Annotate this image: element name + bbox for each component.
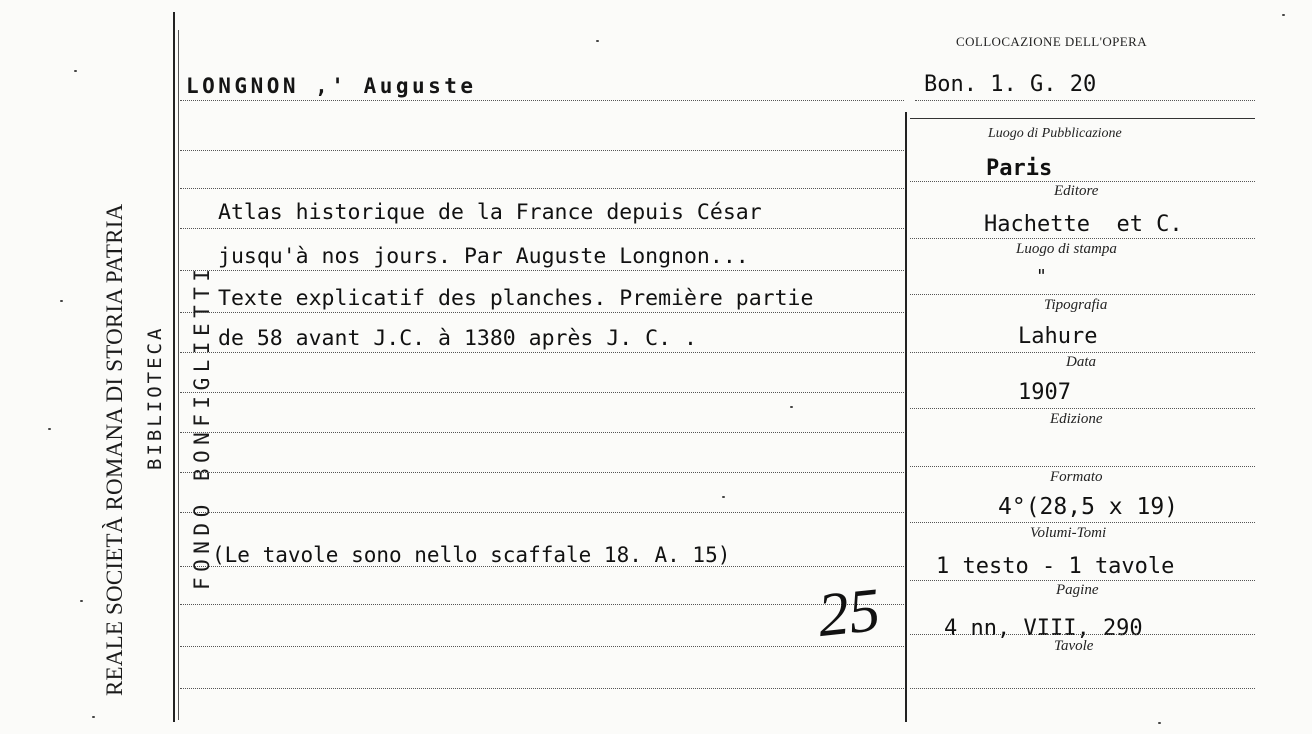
author-underline [180, 100, 904, 101]
field-rule [910, 580, 1255, 581]
field-rule [910, 408, 1255, 409]
author-name: LONGNON ,' Auguste [186, 74, 477, 98]
handwritten-number: 25 [814, 575, 884, 651]
scan-speck [48, 428, 51, 430]
scan-speck [722, 496, 725, 498]
field-rule [910, 238, 1255, 239]
field-label-luogo-pubblicazione: Luogo di Pubblicazione [988, 126, 1122, 141]
title-line-1: Atlas historique de la France depuis César [218, 200, 762, 225]
collocazione-underline [915, 100, 1255, 101]
scan-speck [790, 406, 793, 408]
field-rule [910, 466, 1255, 467]
left-margin-rule-inner [178, 30, 179, 720]
rule-line [180, 352, 904, 353]
rule-line [180, 432, 904, 433]
field-rule [910, 522, 1255, 523]
field-label-data: Data [1066, 354, 1096, 370]
field-label-editore: Editore [1054, 183, 1099, 199]
field-rule [910, 688, 1255, 689]
left-margin-rule [173, 12, 175, 722]
title-line-4: de 58 avant J.C. à 1380 après J. C. . [218, 326, 697, 351]
rule-line [180, 472, 904, 473]
rule-line [180, 512, 904, 513]
field-value-luogo-pubblicazione: Paris [986, 156, 1053, 181]
scan-speck [596, 40, 599, 42]
title-line-3: Texte explicatif des planches. Première partie [218, 286, 814, 311]
field-value-pagine: 4 nn, VIII, 290 [944, 616, 1143, 641]
rule-line [180, 188, 904, 189]
field-value-data: 1907 [1018, 380, 1071, 405]
rule-line [180, 270, 904, 271]
collocazione-label: COLLOCAZIONE DELL'OPERA [956, 34, 1147, 49]
field-rule [910, 294, 1255, 295]
fondo-vertical-label: FONDO BONFIGLIETTI [190, 263, 214, 590]
scan-speck [60, 300, 63, 302]
rule-line [180, 312, 904, 313]
field-rule [910, 634, 1255, 635]
rule-line [180, 688, 904, 689]
title-line-2: jusqu'à nos jours. Par Auguste Longnon... [218, 244, 749, 269]
collocazione-value: Bon. 1. G. 20 [924, 72, 1097, 97]
field-label-luogo-stampa: Luogo di stampa [1016, 241, 1117, 257]
library-vertical-label: BIBLIOTECA [144, 325, 166, 470]
field-value-luogo-stampa: " [1036, 266, 1047, 287]
field-label-tipografia: Tipografia [1044, 297, 1108, 313]
field-label-edizione: Edizione [1050, 411, 1103, 427]
rule-line [180, 604, 904, 605]
rule-line [180, 392, 904, 393]
field-value-tipografia: Lahure [1018, 324, 1098, 349]
field-label-volumi-tomi: Volumi-Tomi [1030, 525, 1107, 541]
rule-line [180, 150, 904, 151]
institution-vertical-title: REALE SOCIETÀ ROMANA DI STORIA PATRIA [102, 203, 127, 696]
field-value-editore: Hachette et C. [984, 212, 1183, 237]
scan-speck [92, 716, 95, 718]
field-label-formato: Formato [1050, 469, 1103, 485]
scan-speck [1282, 14, 1285, 16]
field-label-pagine: Pagine [1056, 582, 1099, 598]
field-label-tavole: Tavole [1054, 638, 1094, 654]
scan-speck [1158, 722, 1161, 724]
field-column-rule [905, 112, 907, 722]
field-box-top [910, 118, 1255, 119]
scan-speck [80, 600, 83, 602]
shelf-note: (Le tavole sono nello scaffale 18. A. 15) [212, 543, 731, 567]
scan-speck [74, 70, 77, 72]
rule-line [180, 228, 904, 229]
field-value-formato: 4°(28,5 x 19) [998, 494, 1179, 520]
field-rule [910, 352, 1255, 353]
field-value-volumi-tomi: 1 testo - 1 tavole [936, 554, 1175, 579]
field-rule [910, 181, 1255, 182]
rule-line [180, 646, 904, 647]
